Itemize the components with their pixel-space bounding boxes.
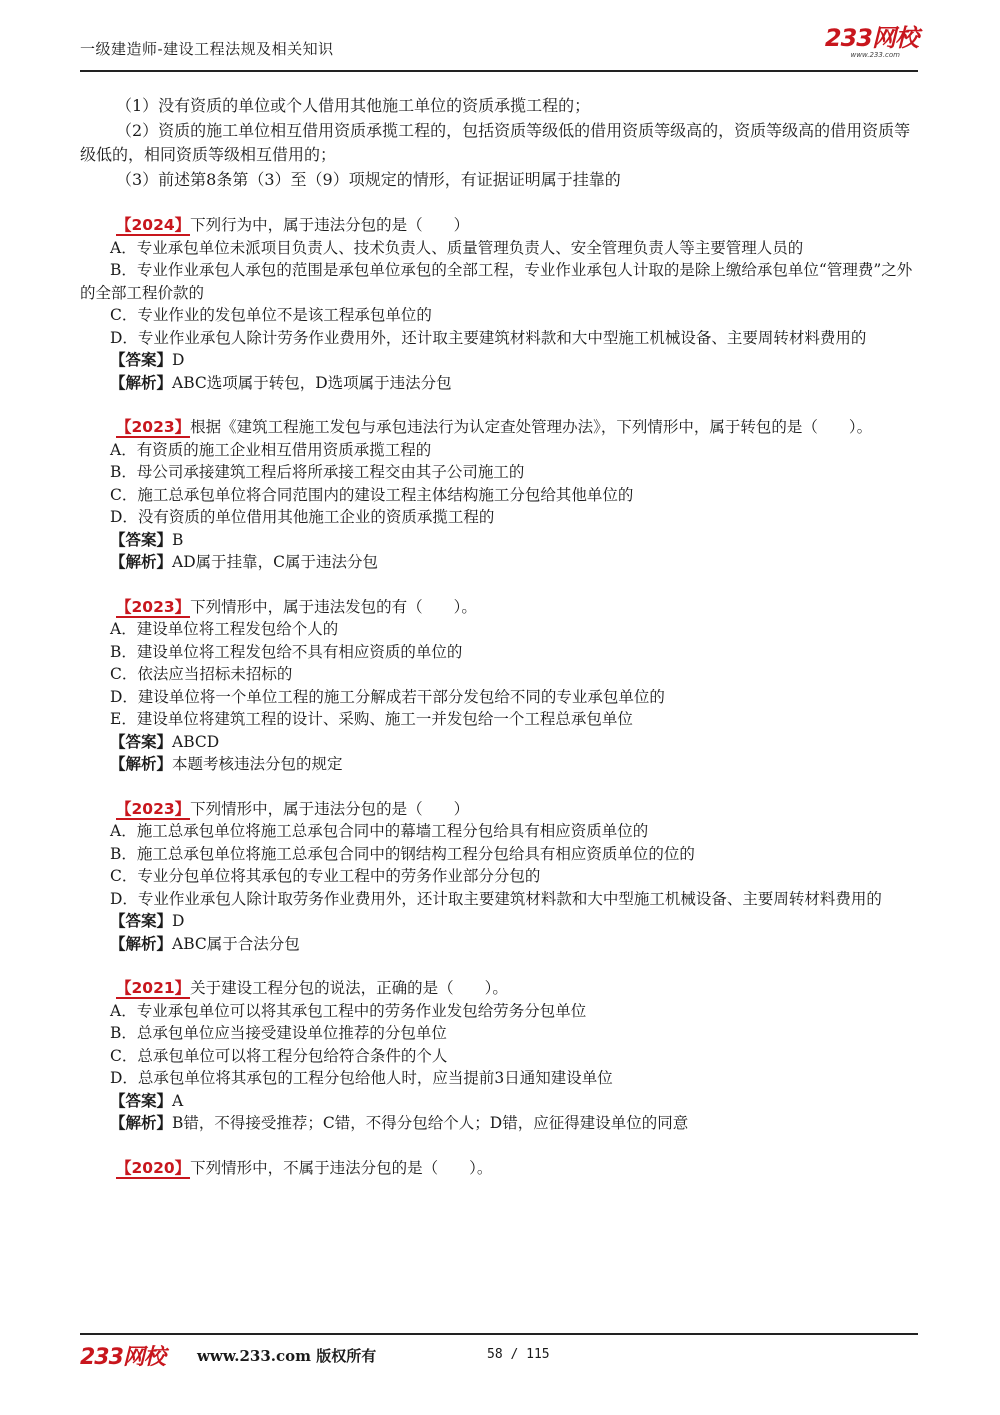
question-year: 【2020】 [116, 1158, 191, 1177]
answer-line [80, 910, 925, 933]
header-logo [825, 26, 918, 59]
answer-tag: 【答案】 [110, 731, 173, 751]
intro-section [80, 94, 925, 192]
question-option: B．总承包单位应当接受建设单位推荐的分包单位 [110, 1024, 447, 1042]
analysis-line [80, 551, 925, 574]
analysis-tag: 【解析】 [110, 754, 173, 773]
answer-tag: 【答案】 [110, 911, 173, 930]
header-divider [80, 70, 918, 72]
intro-paragraph: （3）前述第8条第（3）至（9）项规定的情形，有证据证明属于挂靠的 [116, 169, 621, 189]
footer-divider [80, 1333, 918, 1335]
analysis-line [80, 933, 925, 956]
question-option: C．施工总承包单位将合同范围内的建设工程主体结构施工分包给其他单位的 [110, 485, 634, 504]
page-content [80, 94, 925, 1179]
question-year: 【2023】 [116, 418, 191, 436]
question-option: D．没有资质的单位借用其他施工企业的资质承揽工程的 [110, 508, 495, 526]
answer-value: ABCD [172, 732, 220, 751]
question-stem [80, 798, 925, 821]
answer-line [80, 529, 925, 552]
question-option: A．专业承包单位未派项目负责人、技术负责人、质量管理负责人、安全管理负责人等主要管理人员的 [110, 238, 804, 257]
question-stem [80, 977, 925, 1000]
analysis-text: ABC选项属于转包，D选项属于违法分包 [172, 373, 452, 392]
analysis-line [80, 372, 925, 395]
answer-value: A [172, 1091, 184, 1110]
question-year: 【2024】 [116, 216, 191, 234]
analysis-line [80, 1112, 925, 1135]
answer-line [80, 731, 925, 754]
question-option: D．专业作业承包人除计取劳务作业费用外，还计取主要建筑材料款和大中型施工机械设备、主要周转材料费用的 [110, 889, 882, 908]
question-stem [80, 416, 925, 439]
question-year: 【2021】 [116, 979, 191, 997]
analysis-text: B错，不得接受推荐；C错，不得分包给个人；D错，应征得建设单位的同意 [172, 1114, 689, 1132]
intro-paragraph: （2）资质的施工单位相互借用资质承揽工程的，包括资质等级低的借用资质等级高的，资质等级高的借用资质等级低的，相同资质等级相互借用的； [80, 120, 911, 164]
answer-value: D [172, 912, 185, 930]
analysis-tag: 【解析】 [110, 372, 173, 392]
question-block [80, 214, 925, 394]
question-year: 【2023】 [116, 799, 191, 818]
analysis-tag: 【解析】 [110, 552, 173, 571]
question-text: 下列情形中，属于违法分包的是（ ） [190, 799, 470, 818]
document-title: 一级建造师-建设工程法规及相关知识 [80, 40, 334, 58]
answer-line [80, 349, 925, 372]
question-block [80, 1157, 925, 1180]
answer-tag: 【答案】 [110, 350, 173, 369]
question-year: 【2023】 [116, 597, 191, 616]
question-block [80, 416, 925, 574]
analysis-tag: 【解析】 [110, 1113, 173, 1132]
question-option: A．建设单位将工程发包给个人的 [110, 620, 339, 638]
analysis-text: AD属于挂靠，C属于违法分包 [172, 553, 378, 571]
question-option: B．母公司承接建筑工程后将所承接工程交由其子公司施工的 [110, 463, 525, 481]
analysis-tag: 【解析】 [110, 933, 173, 953]
question-option: A．有资质的施工企业相互借用资质承揽工程的 [110, 440, 432, 459]
question-block [80, 798, 925, 956]
footer-copyright: www.233.com 版权所有 [197, 1347, 377, 1365]
question-option: D．建设单位将一个单位工程的施工分解成若干部分发包给不同的专业承包单位的 [110, 687, 665, 706]
question-text: 下列情形中，不属于违法分包的是（ ）。 [190, 1158, 493, 1177]
answer-line [80, 1090, 925, 1113]
question-option: B．施工总承包单位将施工总承包合同中的钢结构工程分包给具有相应资质单位的位的 [110, 844, 695, 863]
question-option: A．施工总承包单位将施工总承包合同中的幕墙工程分包给具有相应资质单位的 [110, 822, 649, 840]
header-logo-text: 233网校 [824, 24, 918, 52]
question-option: A．专业承包单位可以将其承包工程中的劳务作业发包给劳务分包单位 [110, 1001, 587, 1020]
question-text: 根据《建筑工程施工发包与承包违法行为认定查处管理办法》，下列情形中，属于转包的是（ ）。 [190, 418, 873, 436]
answer-tag: 【答案】 [110, 1090, 173, 1110]
question-option: D．总承包单位将其承包的工程分包给他人时，应当提前3日通知建设单位 [110, 1069, 613, 1087]
intro-paragraph: （1）没有资质的单位或个人借用其他施工单位的资质承揽工程的； [116, 96, 591, 115]
header-logo-url: www.233.com [850, 51, 900, 59]
analysis-line [80, 753, 925, 776]
question-block [80, 977, 925, 1135]
question-option: C．专业分包单位将其承包的专业工程中的劳务作业部分分包的 [110, 867, 541, 885]
answer-value: B [172, 530, 184, 549]
question-option: B．专业作业承包人承包的范围是承包单位承包的全部工程，专业作业承包人计取的是除上缴给承包单位“管理费”之外的全部工程价款的 [80, 261, 913, 302]
question-option: D．专业作业承包人除计劳务作业费用外，还计取主要建筑材料款和大中型施工机械设备、主要周转材料费用的 [110, 328, 867, 347]
footer-logo: 233网校 [80, 1345, 165, 1370]
question-option: C．总承包单位可以将工程分包给符合条件的个人 [110, 1046, 448, 1065]
question-text: 下列行为中，属于违法分包的是（ ） [190, 216, 470, 234]
question-text: 下列情形中，属于违法发包的有（ ）。 [190, 597, 477, 616]
question-option: B．建设单位将工程发包给不具有相应资质的单位的 [110, 642, 463, 661]
page-number: 58 / 115 [487, 1347, 550, 1362]
analysis-text: 本题考核违法分包的规定 [172, 755, 343, 773]
question-option: C．依法应当招标未招标的 [110, 665, 293, 683]
answer-value: D [172, 351, 185, 369]
question-stem [80, 214, 925, 237]
question-option: C．专业作业的发包单位不是该工程承包单位的 [110, 306, 432, 324]
analysis-text: ABC属于合法分包 [172, 934, 300, 953]
question-stem [80, 596, 925, 619]
question-text: 关于建设工程分包的说法，正确的是（ ）。 [190, 979, 508, 997]
answer-tag: 【答案】 [110, 529, 173, 549]
question-block [80, 596, 925, 776]
question-option: E．建设单位将建筑工程的设计、采购、施工一并发包给一个工程总承包单位 [110, 710, 633, 728]
question-stem [80, 1157, 925, 1180]
